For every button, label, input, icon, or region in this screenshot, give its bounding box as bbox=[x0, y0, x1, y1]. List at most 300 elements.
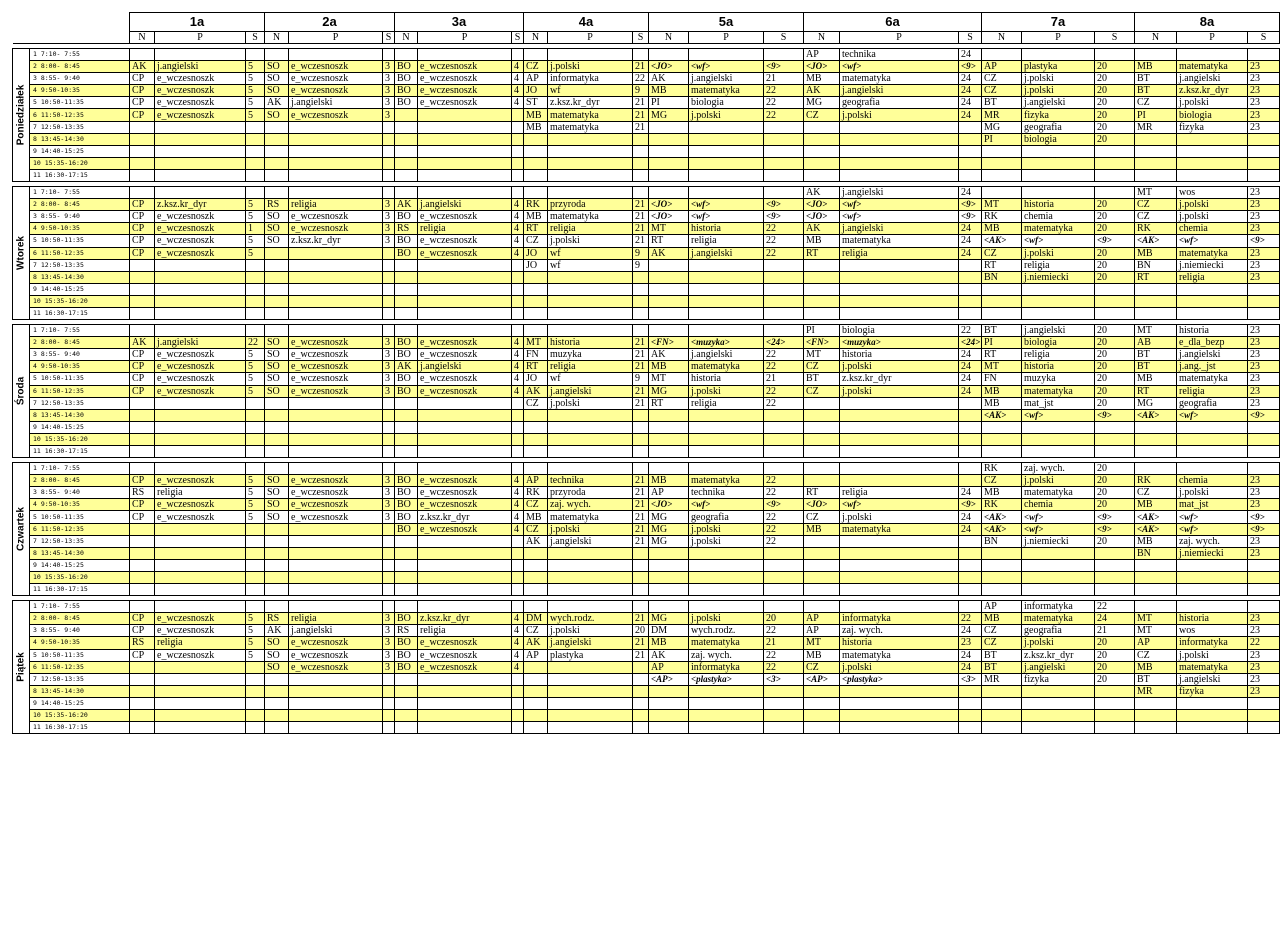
subject-cell: zaj. wych. bbox=[689, 649, 764, 661]
room-cell bbox=[383, 271, 395, 283]
subject-cell bbox=[689, 169, 764, 181]
room-cell: 4 bbox=[512, 385, 524, 397]
subject-cell bbox=[840, 584, 959, 596]
subject-cell: matematyka bbox=[1177, 247, 1248, 259]
teacher-cell: RT bbox=[649, 235, 689, 247]
room-cell bbox=[1248, 584, 1280, 596]
period-time: 3 8:55- 9:40 bbox=[30, 349, 130, 361]
subject-cell bbox=[840, 601, 959, 613]
subject-cell bbox=[548, 601, 633, 613]
teacher-cell bbox=[524, 421, 548, 433]
teacher-cell bbox=[649, 571, 689, 583]
room-cell: 5 bbox=[246, 73, 265, 85]
teacher-cell bbox=[649, 463, 689, 475]
teacher-cell: CZ bbox=[524, 61, 548, 73]
room-cell: 20 bbox=[1095, 475, 1135, 487]
subject-cell bbox=[1022, 584, 1095, 596]
subject-cell: j.angielski bbox=[548, 637, 633, 649]
subject-cell bbox=[289, 145, 383, 157]
room-cell bbox=[764, 584, 804, 596]
teacher-cell bbox=[649, 433, 689, 445]
subject-cell: biologia bbox=[1177, 109, 1248, 121]
period-time: 8 13:45-14:30 bbox=[30, 271, 130, 283]
subject-cell bbox=[548, 133, 633, 145]
subject-cell bbox=[840, 722, 959, 734]
room-cell: 5 bbox=[246, 625, 265, 637]
room-cell: 21 bbox=[633, 235, 649, 247]
room-cell: 23 bbox=[1248, 73, 1280, 85]
teacher-cell bbox=[982, 559, 1022, 571]
col-header-p: P bbox=[155, 32, 246, 44]
col-header-s: S bbox=[1248, 32, 1280, 44]
subject-cell bbox=[418, 685, 512, 697]
subject-cell: religia bbox=[689, 397, 764, 409]
subject-cell: j.polski bbox=[1177, 199, 1248, 211]
subject-cell bbox=[840, 133, 959, 145]
room-cell: <3> bbox=[764, 673, 804, 685]
subject-cell bbox=[155, 535, 246, 547]
room-cell: 24 bbox=[959, 625, 982, 637]
teacher-cell bbox=[395, 145, 418, 157]
teacher-cell: BO bbox=[395, 637, 418, 649]
room-cell: <9> bbox=[1248, 409, 1280, 421]
teacher-cell: AP bbox=[804, 613, 840, 625]
subject-cell: j.angielski bbox=[840, 187, 959, 199]
subject-cell bbox=[418, 601, 512, 613]
teacher-cell bbox=[804, 547, 840, 559]
subject-cell bbox=[418, 559, 512, 571]
subject-cell bbox=[155, 673, 246, 685]
subject-cell: j.polski bbox=[1177, 211, 1248, 223]
room-cell bbox=[383, 463, 395, 475]
subject-cell: e_wczesnoszk bbox=[418, 97, 512, 109]
subject-cell: j.polski bbox=[548, 397, 633, 409]
teacher-cell bbox=[1135, 601, 1177, 613]
teacher-cell: CZ bbox=[982, 637, 1022, 649]
period-time: 5 10:50-11:35 bbox=[30, 511, 130, 523]
subject-cell: e_wczesnoszk bbox=[418, 475, 512, 487]
subject-cell bbox=[548, 709, 633, 721]
teacher-cell bbox=[524, 722, 548, 734]
teacher-cell: BO bbox=[395, 499, 418, 511]
room-cell bbox=[246, 121, 265, 133]
teacher-cell: MB bbox=[1135, 373, 1177, 385]
teacher-cell bbox=[130, 685, 155, 697]
col-header-s: S bbox=[246, 32, 265, 44]
room-cell: 21 bbox=[633, 97, 649, 109]
teacher-cell: DM bbox=[649, 625, 689, 637]
room-cell: 22 bbox=[764, 535, 804, 547]
subject-cell: wf bbox=[548, 85, 633, 97]
teacher-cell: AK bbox=[524, 637, 548, 649]
room-cell: 24 bbox=[959, 247, 982, 259]
period-time: 6 11:50-12:35 bbox=[30, 523, 130, 535]
subject-cell bbox=[1177, 421, 1248, 433]
teacher-cell bbox=[395, 547, 418, 559]
subject-cell bbox=[1022, 697, 1095, 709]
teacher-cell: MT bbox=[1135, 625, 1177, 637]
subject-cell bbox=[689, 325, 764, 337]
room-cell bbox=[383, 169, 395, 181]
teacher-cell: CZ bbox=[982, 73, 1022, 85]
room-cell bbox=[246, 169, 265, 181]
subject-cell bbox=[155, 271, 246, 283]
subject-cell bbox=[689, 145, 764, 157]
teacher-cell bbox=[265, 49, 289, 61]
room-cell: 20 bbox=[1095, 373, 1135, 385]
lesson-row bbox=[13, 109, 1280, 121]
teacher-cell: MB bbox=[1135, 661, 1177, 673]
subject-cell: z.ksz.kr_dyr bbox=[418, 613, 512, 625]
room-cell: <9> bbox=[1248, 523, 1280, 535]
subject-cell: fizyka bbox=[1177, 121, 1248, 133]
subject-cell bbox=[840, 446, 959, 458]
room-cell: 21 bbox=[633, 211, 649, 223]
subject-cell bbox=[548, 409, 633, 421]
period-time: 8 13:45-14:30 bbox=[30, 685, 130, 697]
teacher-cell bbox=[649, 283, 689, 295]
teacher-cell: AK bbox=[804, 223, 840, 235]
teacher-cell bbox=[395, 271, 418, 283]
teacher-cell: CP bbox=[130, 373, 155, 385]
room-cell: 20 bbox=[1095, 325, 1135, 337]
teacher-cell bbox=[524, 307, 548, 319]
subject-cell bbox=[1022, 145, 1095, 157]
subject-cell: e_wczesnoszk bbox=[289, 649, 383, 661]
col-header-p: P bbox=[1022, 32, 1095, 44]
period-time: 5 10:50-11:35 bbox=[30, 649, 130, 661]
lesson-row bbox=[13, 547, 1280, 559]
subject-cell: <wf> bbox=[689, 499, 764, 511]
teacher-cell: BO bbox=[395, 85, 418, 97]
teacher-cell bbox=[982, 295, 1022, 307]
teacher-cell: <AP> bbox=[804, 673, 840, 685]
teacher-cell: MB bbox=[982, 397, 1022, 409]
teacher-cell: MT bbox=[649, 223, 689, 235]
teacher-cell: BT bbox=[1135, 361, 1177, 373]
room-cell: <9> bbox=[959, 61, 982, 73]
teacher-cell: BN bbox=[982, 535, 1022, 547]
room-cell: 23 bbox=[1248, 361, 1280, 373]
room-cell bbox=[512, 145, 524, 157]
room-cell: 20 bbox=[1095, 349, 1135, 361]
subject-cell bbox=[689, 463, 764, 475]
subject-cell: z.ksz.kr_dyr bbox=[418, 511, 512, 523]
room-cell: <9> bbox=[1095, 511, 1135, 523]
room-cell: 3 bbox=[383, 235, 395, 247]
subject-cell: matematyka bbox=[689, 637, 764, 649]
room-cell: 22 bbox=[764, 649, 804, 661]
teacher-cell bbox=[395, 722, 418, 734]
room-cell bbox=[512, 49, 524, 61]
subject-cell: j.angielski bbox=[1177, 349, 1248, 361]
subject-cell bbox=[1177, 697, 1248, 709]
subject-cell: fizyka bbox=[1022, 673, 1095, 685]
teacher-cell bbox=[524, 446, 548, 458]
subject-cell bbox=[1022, 49, 1095, 61]
room-cell bbox=[633, 421, 649, 433]
room-cell: 3 bbox=[383, 373, 395, 385]
teacher-cell: MB bbox=[649, 361, 689, 373]
room-cell bbox=[512, 559, 524, 571]
subject-cell bbox=[418, 535, 512, 547]
room-cell bbox=[383, 421, 395, 433]
subject-cell: e_wczesnoszk bbox=[289, 349, 383, 361]
teacher-cell bbox=[130, 661, 155, 673]
room-cell: 24 bbox=[959, 97, 982, 109]
subject-cell: j.polski bbox=[840, 361, 959, 373]
room-cell: 5 bbox=[246, 61, 265, 73]
subject-cell: j.niemiecki bbox=[1022, 535, 1095, 547]
subject-cell bbox=[689, 601, 764, 613]
room-cell: 23 bbox=[1248, 487, 1280, 499]
subject-cell: plastyka bbox=[1022, 61, 1095, 73]
teacher-cell: CZ bbox=[524, 235, 548, 247]
teacher-cell bbox=[804, 145, 840, 157]
subject-cell: zaj. wych. bbox=[840, 625, 959, 637]
room-cell bbox=[764, 145, 804, 157]
teacher-cell: SO bbox=[265, 349, 289, 361]
subject-cell: e_wczesnoszk bbox=[289, 487, 383, 499]
subject-cell bbox=[689, 709, 764, 721]
room-cell: 9 bbox=[633, 259, 649, 271]
subject-cell: e_wczesnoszk bbox=[155, 349, 246, 361]
subject-cell: e_wczesnoszk bbox=[289, 61, 383, 73]
subject-cell bbox=[840, 409, 959, 421]
room-cell: 23 bbox=[1248, 97, 1280, 109]
period-time: 2 8:00- 8:45 bbox=[30, 61, 130, 73]
teacher-cell bbox=[130, 325, 155, 337]
room-cell bbox=[246, 283, 265, 295]
subject-cell bbox=[689, 446, 764, 458]
subject-cell: j.angielski bbox=[689, 349, 764, 361]
subject-cell: e_dla_bezp bbox=[1177, 337, 1248, 349]
subject-cell: religia bbox=[418, 625, 512, 637]
room-cell bbox=[246, 133, 265, 145]
subject-cell: technika bbox=[689, 487, 764, 499]
lesson-row bbox=[13, 446, 1280, 458]
room-cell: 4 bbox=[512, 73, 524, 85]
room-cell: 4 bbox=[512, 361, 524, 373]
subject-cell: historia bbox=[689, 223, 764, 235]
subject-cell bbox=[289, 601, 383, 613]
room-cell bbox=[959, 421, 982, 433]
teacher-cell: SO bbox=[265, 661, 289, 673]
room-cell: 23 bbox=[1248, 223, 1280, 235]
room-cell bbox=[1095, 446, 1135, 458]
subject-cell: e_wczesnoszk bbox=[418, 523, 512, 535]
teacher-cell: BO bbox=[395, 349, 418, 361]
teacher-cell bbox=[804, 271, 840, 283]
teacher-cell bbox=[804, 446, 840, 458]
room-cell bbox=[959, 169, 982, 181]
room-cell bbox=[383, 559, 395, 571]
teacher-cell: MG bbox=[982, 121, 1022, 133]
room-cell: 20 bbox=[1095, 397, 1135, 409]
teacher-cell: <JO> bbox=[804, 499, 840, 511]
teacher-cell: <JO> bbox=[649, 199, 689, 211]
room-cell: 22 bbox=[246, 337, 265, 349]
teacher-cell: AB bbox=[1135, 337, 1177, 349]
room-cell bbox=[633, 446, 649, 458]
teacher-cell bbox=[1135, 697, 1177, 709]
teacher-cell bbox=[649, 295, 689, 307]
lesson-row bbox=[13, 325, 1280, 337]
room-cell bbox=[633, 722, 649, 734]
subject-cell: matematyka bbox=[548, 121, 633, 133]
room-cell bbox=[246, 601, 265, 613]
lesson-row bbox=[13, 235, 1280, 247]
subject-cell: geografia bbox=[840, 97, 959, 109]
period-time: 11 16:30-17:15 bbox=[30, 169, 130, 181]
teacher-cell: RK bbox=[982, 211, 1022, 223]
lesson-row bbox=[13, 433, 1280, 445]
subject-cell bbox=[289, 271, 383, 283]
teacher-cell bbox=[265, 697, 289, 709]
period-time: 10 15:35-16:20 bbox=[30, 295, 130, 307]
room-cell: 24 bbox=[959, 649, 982, 661]
subject-cell bbox=[548, 421, 633, 433]
teacher-cell bbox=[1135, 145, 1177, 157]
subject-cell: wf bbox=[548, 259, 633, 271]
teacher-cell: MG bbox=[649, 109, 689, 121]
subject-cell: j.angielski bbox=[548, 385, 633, 397]
teacher-cell: CZ bbox=[1135, 199, 1177, 211]
teacher-cell: CP bbox=[130, 199, 155, 211]
room-cell: <9> bbox=[1095, 235, 1135, 247]
teacher-cell bbox=[130, 397, 155, 409]
room-cell: 20 bbox=[1095, 199, 1135, 211]
teacher-cell: CZ bbox=[804, 361, 840, 373]
subject-cell: zaj. wych. bbox=[1177, 535, 1248, 547]
room-cell bbox=[383, 584, 395, 596]
subject-cell bbox=[840, 145, 959, 157]
subject-cell: <wf> bbox=[1177, 235, 1248, 247]
subject-cell: matematyka bbox=[840, 235, 959, 247]
room-cell: 3 bbox=[383, 649, 395, 661]
subject-cell: e_wczesnoszk bbox=[289, 211, 383, 223]
room-cell bbox=[383, 709, 395, 721]
period-time: 10 15:35-16:20 bbox=[30, 571, 130, 583]
teacher-cell: BT bbox=[982, 649, 1022, 661]
teacher-cell: BO bbox=[395, 487, 418, 499]
room-cell bbox=[959, 722, 982, 734]
subject-cell bbox=[548, 283, 633, 295]
subject-cell bbox=[689, 283, 764, 295]
room-cell: 4 bbox=[512, 499, 524, 511]
subject-cell: j.polski bbox=[548, 61, 633, 73]
lesson-row bbox=[13, 61, 1280, 73]
teacher-cell bbox=[265, 307, 289, 319]
teacher-cell bbox=[982, 709, 1022, 721]
subject-cell: historia bbox=[840, 349, 959, 361]
teacher-cell: AP bbox=[982, 601, 1022, 613]
room-cell: 5 bbox=[246, 649, 265, 661]
lesson-row bbox=[13, 145, 1280, 157]
room-cell bbox=[764, 547, 804, 559]
room-cell: 5 bbox=[246, 199, 265, 211]
teacher-cell: JO bbox=[524, 85, 548, 97]
teacher-cell bbox=[265, 397, 289, 409]
subject-cell bbox=[689, 584, 764, 596]
room-cell bbox=[1248, 145, 1280, 157]
subject-cell: matematyka bbox=[1177, 61, 1248, 73]
period-time: 5 10:50-11:35 bbox=[30, 373, 130, 385]
lesson-row bbox=[13, 133, 1280, 145]
teacher-cell bbox=[982, 571, 1022, 583]
room-cell bbox=[633, 433, 649, 445]
teacher-cell bbox=[804, 259, 840, 271]
subject-cell bbox=[155, 559, 246, 571]
teacher-cell bbox=[649, 697, 689, 709]
period-time: 1 7:10- 7:55 bbox=[30, 601, 130, 613]
teacher-cell: RS bbox=[265, 199, 289, 211]
subject-cell: matematyka bbox=[1177, 661, 1248, 673]
teacher-cell bbox=[649, 325, 689, 337]
room-cell: 21 bbox=[633, 397, 649, 409]
room-cell bbox=[1095, 283, 1135, 295]
room-cell bbox=[383, 325, 395, 337]
subject-cell bbox=[289, 421, 383, 433]
room-cell bbox=[246, 49, 265, 61]
room-cell: 22 bbox=[1095, 601, 1135, 613]
col-header-n: N bbox=[130, 32, 155, 44]
teacher-cell: RK bbox=[1135, 223, 1177, 235]
teacher-cell: CZ bbox=[524, 523, 548, 535]
teacher-cell bbox=[395, 697, 418, 709]
subject-cell: j.angielski bbox=[418, 199, 512, 211]
teacher-cell: RS bbox=[395, 625, 418, 637]
subject-cell bbox=[1177, 169, 1248, 181]
room-cell: 24 bbox=[959, 187, 982, 199]
subject-cell: j.polski bbox=[1022, 247, 1095, 259]
lesson-row bbox=[13, 601, 1280, 613]
room-cell bbox=[764, 722, 804, 734]
subject-cell: e_wczesnoszk bbox=[155, 361, 246, 373]
room-cell: 24 bbox=[959, 49, 982, 61]
subject-cell: <wf> bbox=[1177, 523, 1248, 535]
subject-cell: e_wczesnoszk bbox=[289, 511, 383, 523]
subject-cell: j.angielski bbox=[1022, 97, 1095, 109]
teacher-cell: <AK> bbox=[982, 523, 1022, 535]
lesson-row bbox=[13, 211, 1280, 223]
teacher-cell: CP bbox=[130, 235, 155, 247]
room-cell bbox=[959, 157, 982, 169]
subject-cell bbox=[418, 463, 512, 475]
teacher-cell bbox=[804, 133, 840, 145]
lesson-row bbox=[13, 49, 1280, 61]
lesson-row bbox=[13, 722, 1280, 734]
col-header-n: N bbox=[649, 32, 689, 44]
teacher-cell bbox=[265, 187, 289, 199]
room-cell bbox=[959, 409, 982, 421]
teacher-cell bbox=[265, 463, 289, 475]
room-cell bbox=[1248, 559, 1280, 571]
subject-cell bbox=[548, 722, 633, 734]
subject-cell: e_wczesnoszk bbox=[418, 373, 512, 385]
subject-cell bbox=[418, 157, 512, 169]
room-cell bbox=[764, 283, 804, 295]
room-cell bbox=[512, 722, 524, 734]
period-time: 4 9:50-10:35 bbox=[30, 361, 130, 373]
teacher-cell: MR bbox=[982, 673, 1022, 685]
subject-cell bbox=[1177, 722, 1248, 734]
room-cell bbox=[383, 133, 395, 145]
subject-cell: religia bbox=[1022, 259, 1095, 271]
teacher-cell: BO bbox=[395, 235, 418, 247]
room-cell: 4 bbox=[512, 523, 524, 535]
room-cell: 21 bbox=[633, 61, 649, 73]
